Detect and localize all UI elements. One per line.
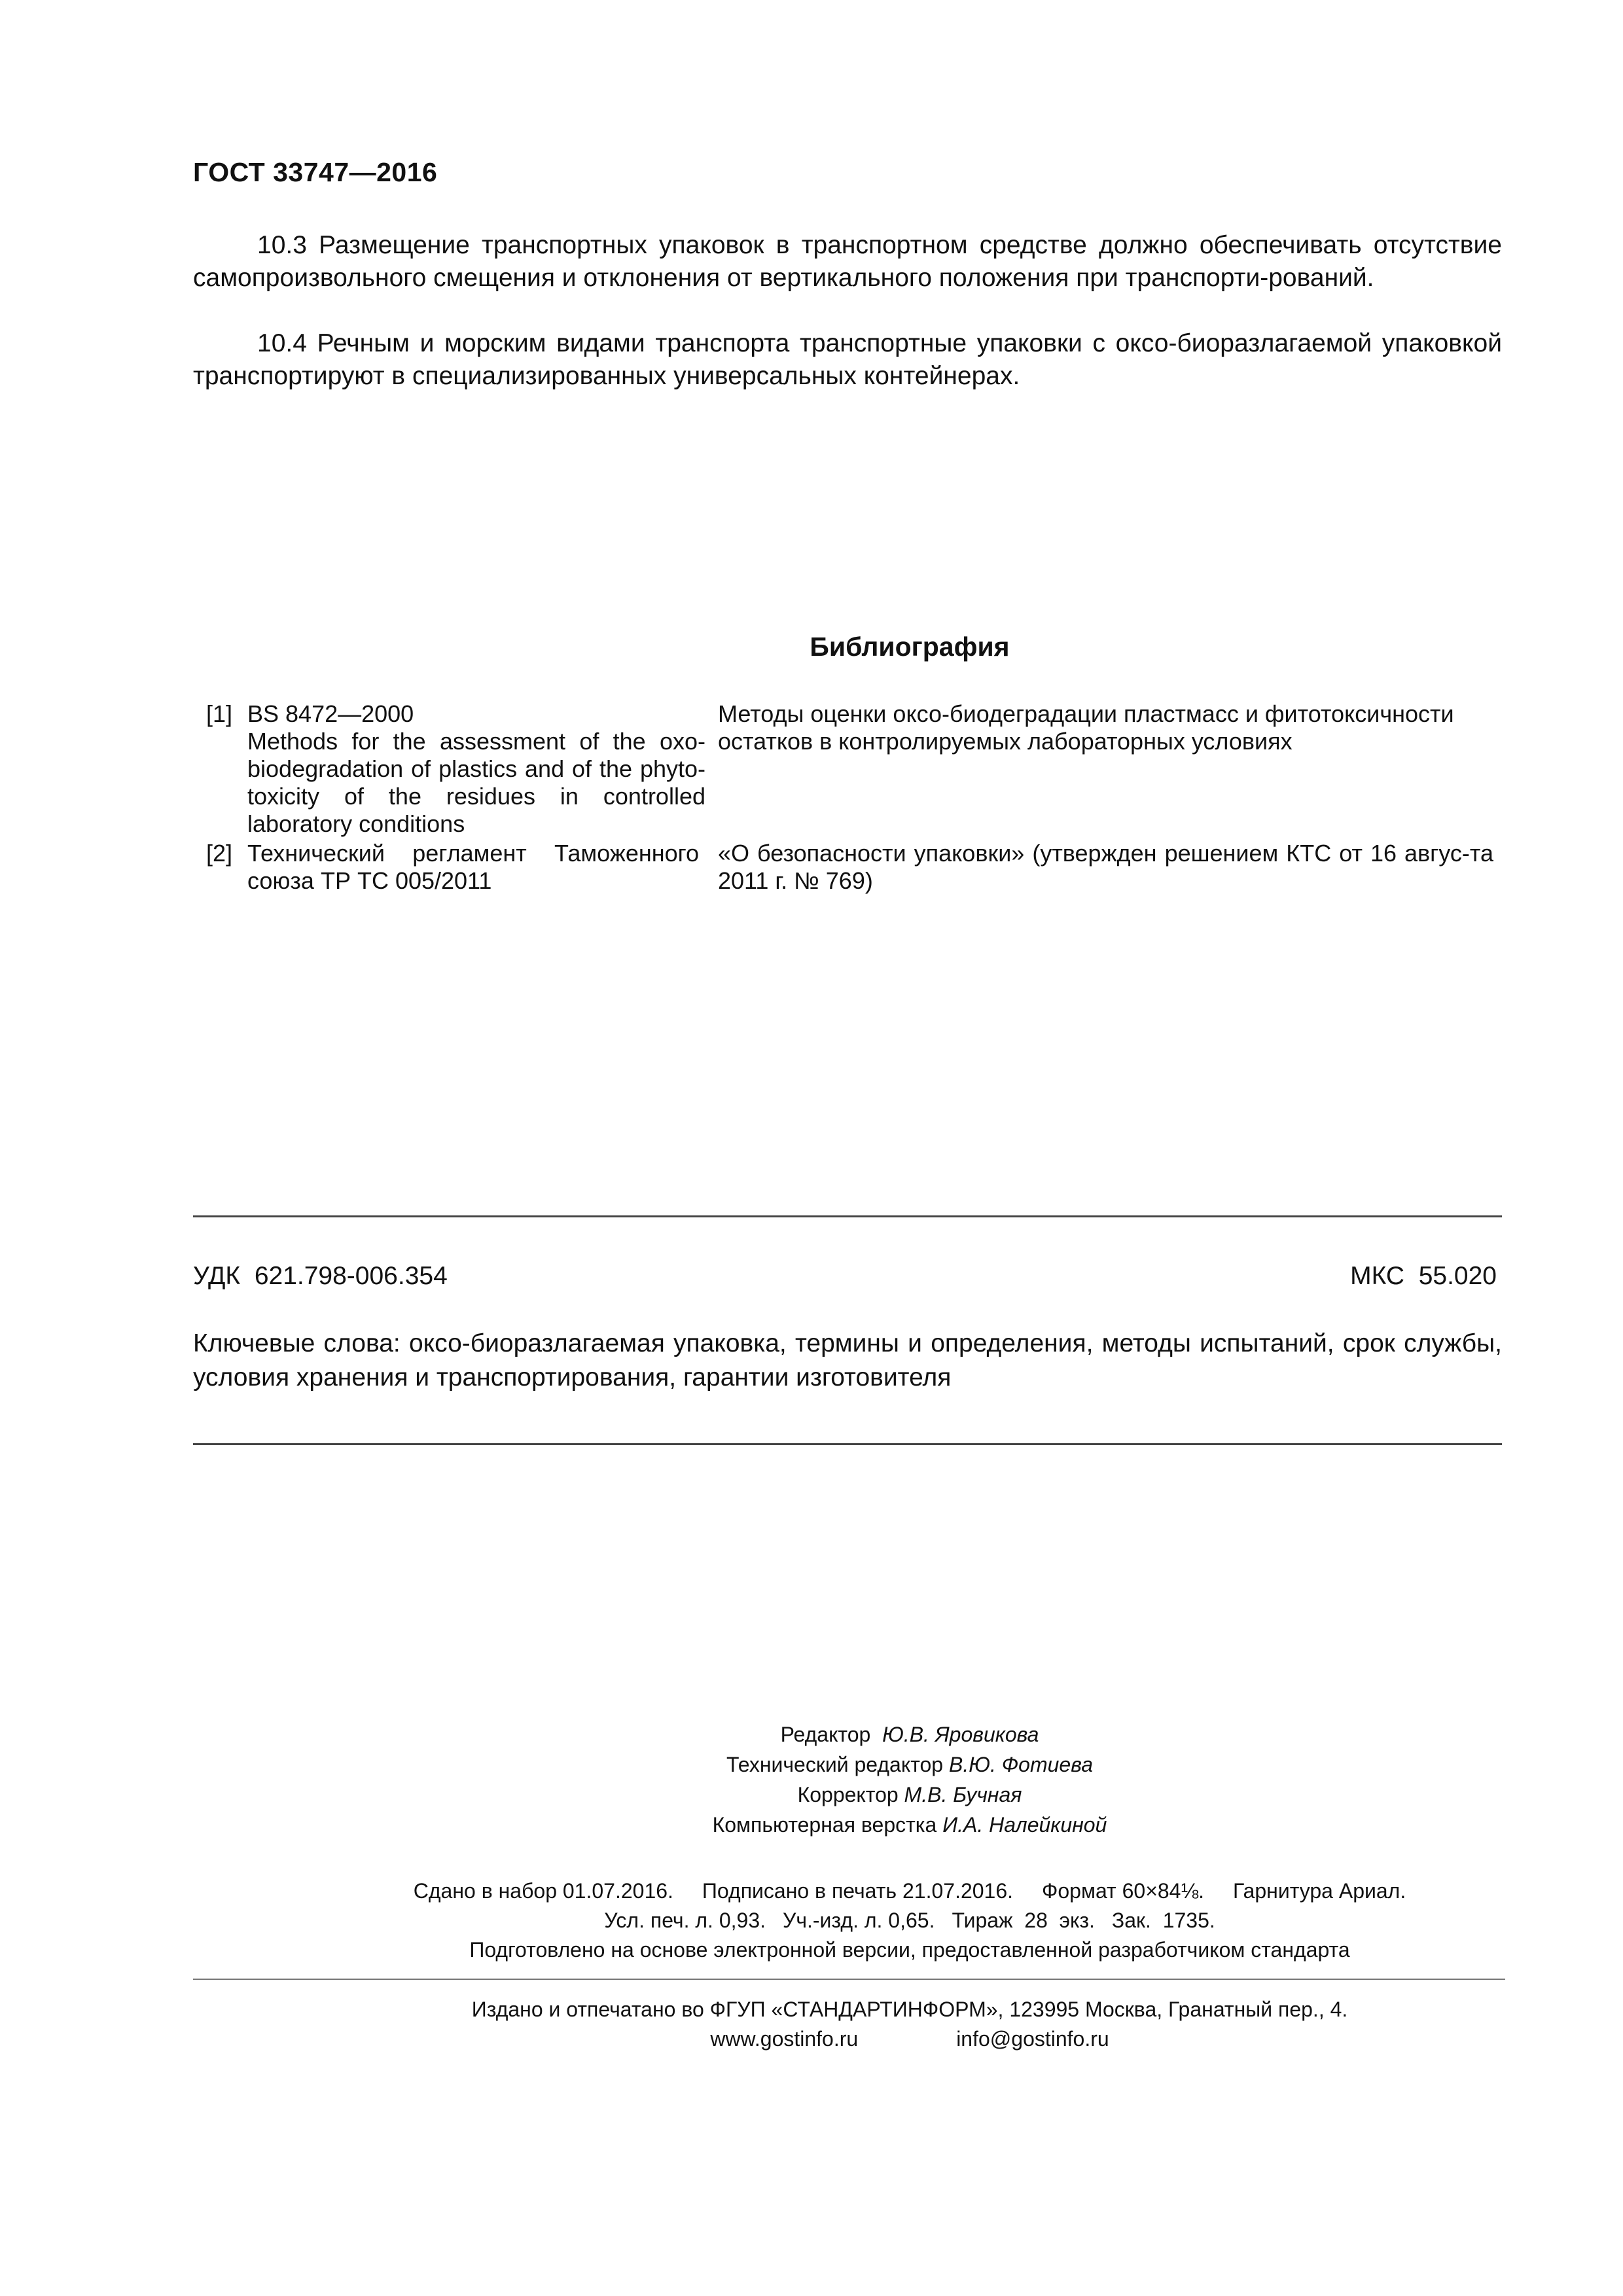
bib-entry-2-description: «О безопасности упаковки» (утвержден решением КТС от 16 авгус-та 2011 г. № 769) xyxy=(718,840,1493,894)
bib-entry-1-code: BS 8472—2000 xyxy=(247,700,414,727)
publisher-website-link[interactable]: www.gostinfo.ru xyxy=(710,2027,859,2051)
mks-code: МКС 55.020 xyxy=(1350,1262,1497,1290)
credit-tech-editor-role: Технический редактор xyxy=(726,1753,944,1776)
section-10-4-text: 10.4 Речным и морским видами транспорта транспортные упаковки с оксо-биоразлагаемой упаковкой транспортируют в специализированных универсальных контейнерах. xyxy=(193,329,1502,390)
imprint-line-1 xyxy=(255,1876,1564,1906)
imprint-line-2 xyxy=(255,1906,1564,1935)
credit-proofreader-role: Корректор xyxy=(797,1783,899,1806)
publisher-email-link[interactable]: info@gostinfo.ru xyxy=(956,2027,1109,2051)
udk-code: УДК 621.798-006.354 xyxy=(193,1262,448,1290)
bib-entry-1-title: Methods for the assessment of the oxo-biodegradation of plastics and of the phyto-toxicity of the residues in controlled laboratory conditions xyxy=(247,728,705,837)
bib-entry-1-description: Методы оценки оксо-биодеградации пластмасс и фитотоксичности остатков в контролируемых лабораторных условиях xyxy=(718,700,1454,755)
credit-tech-editor xyxy=(255,1749,1564,1780)
bib-entry-2-source xyxy=(247,840,699,895)
credit-editor xyxy=(255,1719,1564,1749)
bib-entry-1-source xyxy=(247,700,705,838)
standard-number: ГОСТ 33747—2016 xyxy=(193,157,438,187)
imprint-prepared: Подготовлено на основе электронной версии, предоставленной разработчиком стандарта xyxy=(469,1938,1350,1962)
bibliography-title: Библиография xyxy=(810,632,1010,662)
credit-layout-name: И.А. Налейкиной xyxy=(942,1813,1107,1837)
imprint-typeface: Гарнитура Ариал. xyxy=(1233,1879,1406,1903)
credit-tech-editor-name: В.Ю. Фотиева xyxy=(948,1753,1093,1776)
credit-proofreader xyxy=(255,1780,1564,1810)
section-10-3 xyxy=(193,229,1502,295)
credit-proofreader-name: М.В. Бучная xyxy=(904,1783,1022,1806)
imprint-publisher: Издано и отпечатано во ФГУП «СТАНДАРТИНФОРМ», 123995 Москва, Гранатный пер., 4. xyxy=(471,1998,1348,2021)
credit-editor-name: Ю.В. Яровикова xyxy=(882,1723,1039,1746)
bib-entry-1-number: [1] xyxy=(206,700,233,727)
section-10-4 xyxy=(193,327,1502,393)
imprint-divider xyxy=(193,1979,1505,1980)
credits-block xyxy=(193,1719,1502,1840)
imprint-format: Формат 60×84⅛. xyxy=(1042,1879,1205,1903)
keywords: Ключевые слова: оксо-биоразлагаемая упаковка, термины и определения, методы испытаний, срок службы, условия хранения и транспортирования, гарантии изготовителя xyxy=(193,1329,1502,1391)
imprint-order: Зак. 1735. xyxy=(1111,1909,1215,1932)
imprint-submitted: Сдано в набор 01.07.2016. xyxy=(413,1879,673,1903)
divider-top xyxy=(193,1215,1502,1217)
imprint-contacts xyxy=(255,2024,1564,2054)
credit-editor-role: Редактор xyxy=(780,1723,871,1746)
imprint-print-sheets: Усл. печ. л. 0,93. xyxy=(604,1909,766,1932)
credit-layout-role: Компьютерная верстка xyxy=(712,1813,937,1837)
section-10-3-text: 10.3 Размещение транспортных упаковок в транспортном средстве должно обеспечивать отсутствие самопроизвольного смещения и отклонения от вертикального положения при транспорти-рований. xyxy=(193,231,1502,292)
credit-layout xyxy=(255,1810,1564,1840)
imprint-circulation: Тираж 28 экз. xyxy=(952,1909,1095,1932)
bib-entry-2-number: [2] xyxy=(206,840,233,867)
divider-bottom xyxy=(193,1443,1502,1445)
bib-entry-2-code: Технический регламент Таможенного союза ТР ТС 005/2011 xyxy=(247,840,699,894)
imprint-pub-sheets: Уч.-изд. л. 0,65. xyxy=(783,1909,935,1932)
imprint-signed: Подписано в печать 21.07.2016. xyxy=(702,1879,1014,1903)
